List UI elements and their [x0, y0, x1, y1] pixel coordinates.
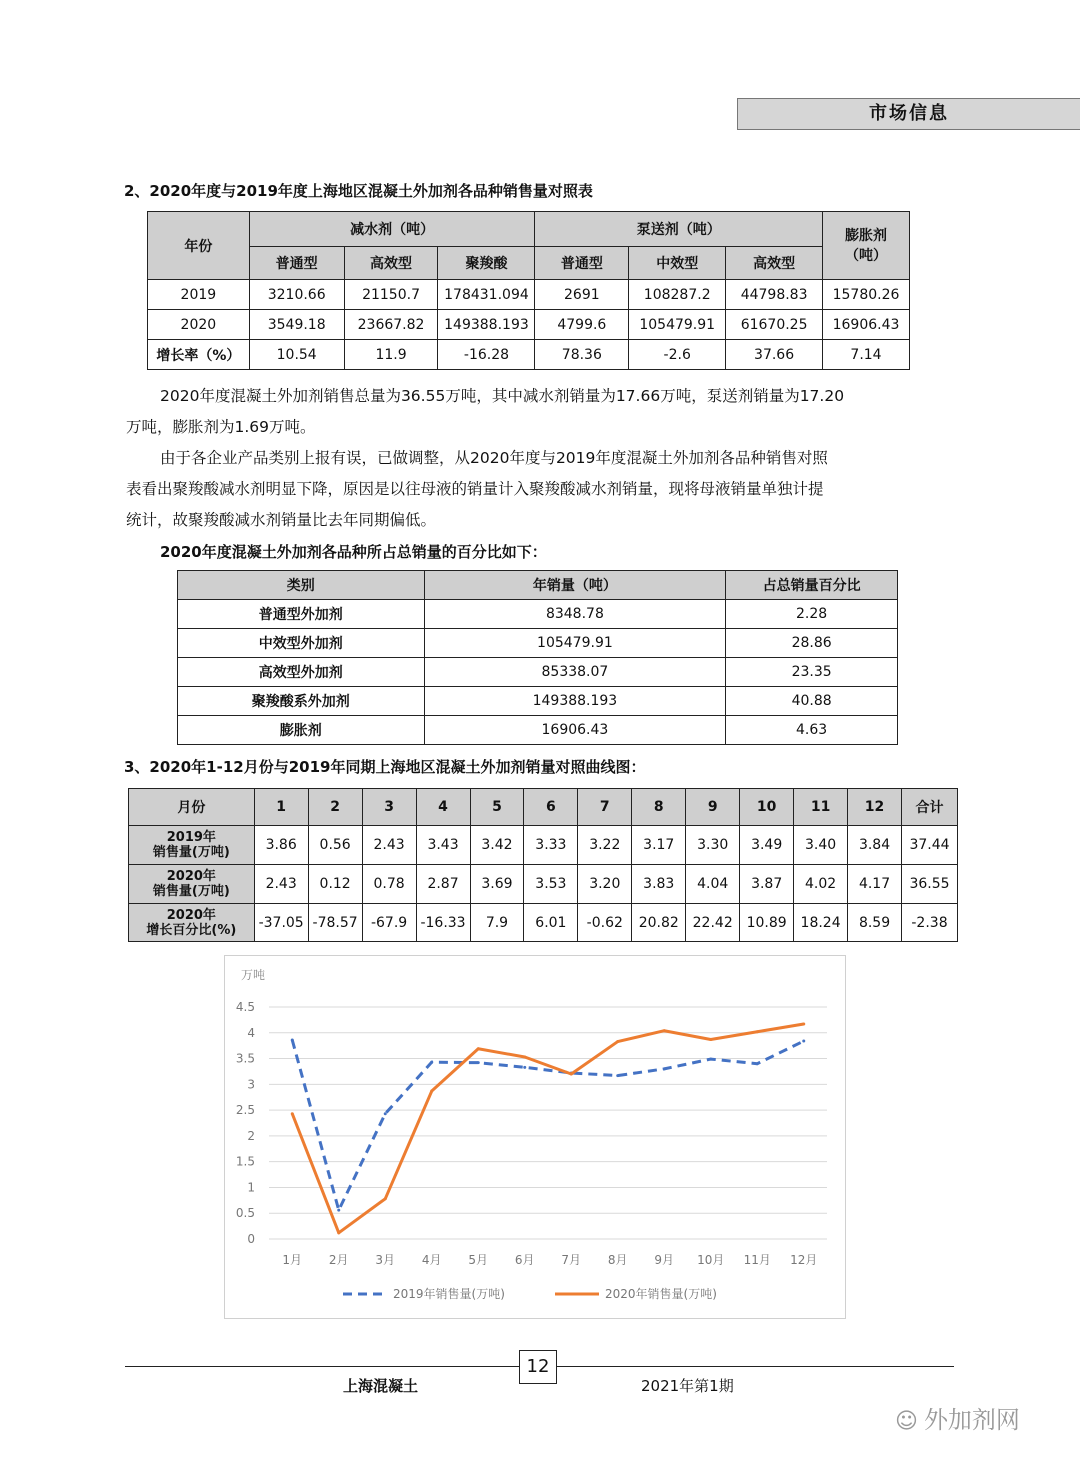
data-point — [709, 1058, 712, 1061]
pct-title: 2020年度混凝土外加剂各品种所占总销量的百分比如下： — [160, 543, 547, 561]
subheader: 高效型 — [344, 247, 438, 280]
cell: 2.28 — [726, 600, 898, 629]
x-tick-label: 4月 — [421, 1253, 442, 1267]
table-row — [178, 658, 898, 687]
cell: 4.63 — [726, 716, 898, 745]
cell: 3.69 — [470, 865, 524, 904]
cell: 4.02 — [794, 865, 848, 904]
data-point — [523, 1056, 526, 1059]
data-point — [384, 1197, 387, 1200]
y-tick-label: 4.5 — [235, 1000, 255, 1014]
cell: 高效型外加剂 — [178, 658, 425, 687]
data-point — [477, 1061, 480, 1064]
paragraph-line: 由于各企业产品类别上报有误，已做调整，从2020年度与2019年度混凝土外加剂各品种销售对照 — [160, 449, 828, 467]
cell: 增长率（%） — [148, 340, 250, 370]
subheader: 聚羧酸 — [438, 247, 535, 280]
header-cell: 年销量（吨） — [424, 571, 726, 600]
cell: -0.62 — [578, 904, 632, 942]
cell: 105479.91 — [424, 629, 726, 658]
cell: 149388.193 — [438, 310, 535, 340]
cell: 11.9 — [344, 340, 438, 370]
row-label — [129, 826, 255, 865]
data-point — [616, 1074, 619, 1077]
month-cell: 11 — [794, 789, 848, 826]
y-tick-label: 1.5 — [235, 1154, 255, 1169]
cell: 2019 — [148, 280, 250, 310]
cell: 23667.82 — [344, 310, 438, 340]
subheader: 普通型 — [535, 247, 629, 280]
group-header: 泵送剂（吨） — [535, 212, 823, 247]
data-point — [291, 1112, 294, 1115]
cell: 3.20 — [578, 865, 632, 904]
table-row — [178, 600, 898, 629]
month-header: 月份 — [129, 789, 255, 826]
table-row — [178, 629, 898, 658]
month-cell: 1 — [254, 789, 308, 826]
x-tick-label: 12月 — [790, 1253, 818, 1267]
sales-comparison-table — [147, 211, 910, 370]
x-tick-label: 11月 — [743, 1253, 771, 1267]
cell: 37.66 — [726, 340, 823, 370]
header-cell: 占总销量百分比 — [726, 571, 898, 600]
table-row — [129, 826, 958, 865]
row-label-line: 增长百分比(%) — [146, 922, 237, 938]
cell: 膨胀剂 — [178, 716, 425, 745]
y-tick-label: 3 — [247, 1077, 255, 1092]
total-cell: 36.55 — [901, 865, 957, 904]
y-axis-label: 万吨 — [241, 968, 266, 982]
total-header: 合计 — [901, 789, 957, 826]
cell: -37.05 — [254, 904, 308, 942]
legend-label: 2019年销售量(万吨) — [393, 1287, 505, 1301]
x-tick-label: 1月 — [282, 1253, 303, 1267]
data-point — [337, 1231, 340, 1234]
table-row — [148, 340, 910, 370]
cell: 178431.094 — [438, 280, 535, 310]
page-number: 12 — [519, 1350, 557, 1384]
cell: 40.88 — [726, 687, 898, 716]
cell: 15780.26 — [823, 280, 910, 310]
percentage-table — [177, 570, 898, 745]
cell: 聚羧酸系外加剂 — [178, 687, 425, 716]
cell: 20.82 — [632, 904, 686, 942]
cell: 149388.193 — [424, 687, 726, 716]
data-point — [756, 1030, 759, 1033]
chart-svg — [225, 956, 845, 1318]
cell: 3.84 — [848, 826, 902, 865]
cell: 0.56 — [308, 826, 362, 865]
cell: 78.36 — [535, 340, 629, 370]
cell: 8348.78 — [424, 600, 726, 629]
data-point — [430, 1061, 433, 1064]
group-header: 减水剂（吨） — [249, 212, 535, 247]
watermark — [895, 1400, 1020, 1435]
x-tick-label: 5月 — [468, 1253, 489, 1267]
data-point — [756, 1062, 759, 1065]
cell: 2.43 — [254, 865, 308, 904]
x-tick-label: 3月 — [375, 1253, 396, 1267]
sales-line-chart — [224, 955, 846, 1319]
monthly-sales-table — [128, 788, 958, 942]
month-cell: 2 — [308, 789, 362, 826]
cell: 105479.91 — [629, 310, 726, 340]
row-label-line: 2020年 — [166, 869, 216, 884]
cell: 普通型外加剂 — [178, 600, 425, 629]
cell: 2.43 — [362, 826, 416, 865]
cell: 16906.43 — [424, 716, 726, 745]
wechat-icon: ☺ — [895, 1409, 918, 1434]
cell: 7.14 — [823, 340, 910, 370]
cell: 21150.7 — [344, 280, 438, 310]
cell: 2020 — [148, 310, 250, 340]
data-point — [291, 1038, 294, 1041]
data-point — [663, 1067, 666, 1070]
watermark-text: 外加剂网 — [923, 1406, 1020, 1434]
cell: -2.6 — [629, 340, 726, 370]
table-row — [129, 865, 958, 904]
year-header: 年份 — [148, 212, 250, 280]
y-tick-label: 2 — [247, 1128, 255, 1143]
section2-title: 2、2020年度与2019年度上海地区混凝土外加剂各品种销售量对照表 — [124, 182, 593, 200]
y-tick-label: 0 — [247, 1232, 255, 1246]
cell: -78.57 — [308, 904, 362, 942]
month-cell: 4 — [416, 789, 470, 826]
x-tick-label: 7月 — [561, 1253, 582, 1267]
table-row — [148, 280, 910, 310]
cell: -16.33 — [416, 904, 470, 942]
series-line-2 — [292, 1024, 804, 1233]
paragraph-line: 2020年度混凝土外加剂销售总量为36.55万吨，其中减水剂销量为17.66万吨，泵送剂销量为17.20 — [160, 387, 845, 405]
cell: 2.87 — [416, 865, 470, 904]
cell: 8.59 — [848, 904, 902, 942]
data-point — [802, 1040, 805, 1043]
paragraph-line: 表看出聚羧酸减水剂明显下降，原因是以往母液的销量计入聚羧酸减水剂销量，现将母液销量单独计提 — [126, 480, 824, 498]
paragraph-line: 万吨，膨胀剂为1.69万吨。 — [126, 418, 316, 436]
row-label-line: 2020年 — [166, 907, 216, 923]
y-tick-label: 1 — [247, 1180, 255, 1195]
row-label — [129, 904, 255, 942]
cell: 3210.66 — [249, 280, 344, 310]
cell: 22.42 — [686, 904, 740, 942]
cell: 16906.43 — [823, 310, 910, 340]
issue-label: 2021年第1期 — [641, 1377, 734, 1395]
cell: 3.22 — [578, 826, 632, 865]
cell: 0.12 — [308, 865, 362, 904]
row-label — [129, 865, 255, 904]
cell: 4.17 — [848, 865, 902, 904]
footer-rule — [557, 1366, 954, 1367]
table-row — [148, 310, 910, 340]
footer-rule — [125, 1366, 519, 1367]
y-tick-label: 0.5 — [235, 1206, 255, 1221]
subheader: 高效型 — [726, 247, 823, 280]
month-cell: 7 — [578, 789, 632, 826]
month-cell: 12 — [848, 789, 902, 826]
y-tick-label: 4 — [247, 1025, 255, 1040]
cell: 3.42 — [470, 826, 524, 865]
cell: 10.54 — [249, 340, 344, 370]
cell: 中效型外加剂 — [178, 629, 425, 658]
month-cell: 5 — [470, 789, 524, 826]
y-tick-label: 3.5 — [235, 1051, 255, 1066]
y-tick-label: 2.5 — [235, 1103, 255, 1118]
cell: 0.78 — [362, 865, 416, 904]
month-cell: 9 — [686, 789, 740, 826]
legend-label: 2020年销售量(万吨) — [605, 1287, 717, 1301]
header-cell: 类别 — [178, 571, 425, 600]
cell: 61670.25 — [726, 310, 823, 340]
month-cell: 8 — [632, 789, 686, 826]
cell: 44798.83 — [726, 280, 823, 310]
subheader: 中效型 — [629, 247, 726, 280]
data-point — [477, 1047, 480, 1050]
cell: 108287.2 — [629, 280, 726, 310]
data-point — [337, 1209, 340, 1212]
table-row — [178, 716, 898, 745]
cell: 3.53 — [524, 865, 578, 904]
cell: 3.17 — [632, 826, 686, 865]
total-cell: -2.38 — [901, 904, 957, 942]
month-cell: 6 — [524, 789, 578, 826]
x-tick-label: 6月 — [514, 1253, 535, 1267]
cell: 4.04 — [686, 865, 740, 904]
data-point — [802, 1023, 805, 1026]
x-tick-label: 9月 — [654, 1253, 675, 1267]
cell: 7.9 — [470, 904, 524, 942]
x-tick-label: 2月 — [328, 1253, 349, 1267]
cell: 3.33 — [524, 826, 578, 865]
data-point — [384, 1112, 387, 1115]
cell: -16.28 — [438, 340, 535, 370]
cell: 3.49 — [740, 826, 794, 865]
total-cell: 37.44 — [901, 826, 957, 865]
row-label-line: 销售量(万吨) — [152, 845, 230, 860]
section3-title: 3、2020年1-12月份与2019年同期上海地区混凝土外加剂销量对照曲线图： — [124, 758, 646, 776]
row-label-line: 销售量(万吨) — [152, 884, 230, 899]
cell: 3.86 — [254, 826, 308, 865]
cell: 23.35 — [726, 658, 898, 687]
cell: 28.86 — [726, 629, 898, 658]
cell: 85338.07 — [424, 658, 726, 687]
subheader: 普通型 — [249, 247, 344, 280]
cell: 2691 — [535, 280, 629, 310]
table-row — [129, 904, 958, 942]
cell: 3.83 — [632, 865, 686, 904]
paragraph-line: 统计，故聚羧酸减水剂销量比去年同期偏低。 — [126, 511, 437, 529]
data-point — [616, 1040, 619, 1043]
month-cell: 10 — [740, 789, 794, 826]
x-tick-label: 8月 — [607, 1253, 628, 1267]
data-point — [709, 1038, 712, 1041]
cell: 3.40 — [794, 826, 848, 865]
cell: 3.87 — [740, 865, 794, 904]
row-label-line: 2019年 — [166, 830, 216, 845]
cell: 10.89 — [740, 904, 794, 942]
cell: 3549.18 — [249, 310, 344, 340]
month-cell: 3 — [362, 789, 416, 826]
data-point — [430, 1090, 433, 1093]
data-point — [570, 1073, 573, 1076]
data-point — [663, 1029, 666, 1032]
magazine-name: 上海混凝土 — [343, 1377, 419, 1395]
table-row — [178, 687, 898, 716]
cell: 3.43 — [416, 826, 470, 865]
cell: 18.24 — [794, 904, 848, 942]
cell: 6.01 — [524, 904, 578, 942]
cell: 3.30 — [686, 826, 740, 865]
cell: -67.9 — [362, 904, 416, 942]
data-point — [523, 1066, 526, 1069]
section-tag: 市场信息 — [737, 98, 1080, 130]
cell: 4799.6 — [535, 310, 629, 340]
group-header: 膨胀剂 （吨） — [823, 212, 910, 280]
x-tick-label: 10月 — [697, 1253, 725, 1267]
